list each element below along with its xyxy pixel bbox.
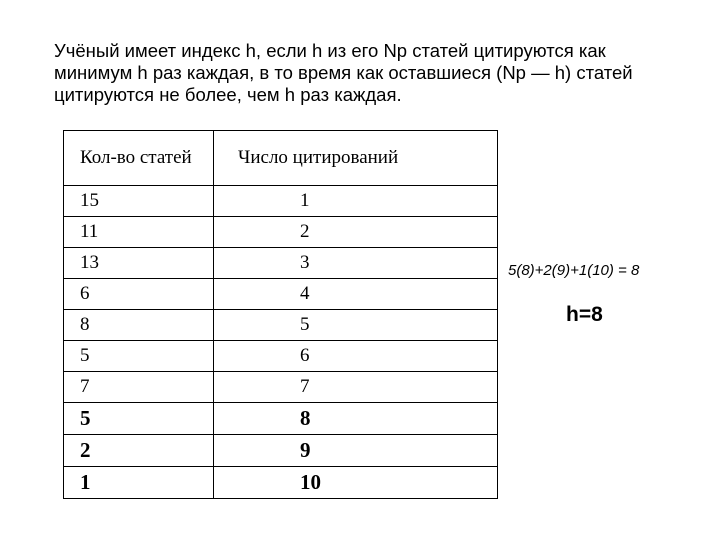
table-header-row [64, 131, 498, 186]
h-index-formula: 5(8)+2(9)+1(10) = 8 [508, 262, 640, 279]
article-count-cell: 11 [64, 217, 214, 248]
table-row [64, 372, 498, 403]
citation-count-cell: 4 [214, 279, 498, 310]
article-count-cell: 6 [64, 279, 214, 310]
table-row [64, 341, 498, 372]
article-count-cell: 15 [64, 186, 214, 217]
table-row [64, 186, 498, 217]
citation-count-cell: 6 [214, 341, 498, 372]
citation-count-cell: 1 [214, 186, 498, 217]
article-count-cell: 5 [64, 403, 214, 435]
table-row-highlighted [64, 403, 498, 435]
definition-line-2: минимум h раз каждая, в то время как оставшиеся (Np — h) статей [54, 62, 633, 83]
header-article-count: Кол-во статей [64, 131, 214, 186]
table-row [64, 279, 498, 310]
h-index-definition [54, 40, 674, 106]
article-count-cell: 13 [64, 248, 214, 279]
citation-count-cell: 5 [214, 310, 498, 341]
citation-count-cell: 2 [214, 217, 498, 248]
table-row-highlighted [64, 435, 498, 467]
definition-line-3: цитируются не более, чем h раз каждая. [54, 84, 402, 105]
article-count-cell: 2 [64, 435, 214, 467]
citation-count-cell: 9 [214, 435, 498, 467]
table-row [64, 248, 498, 279]
table-row-highlighted [64, 467, 498, 499]
article-count-cell: 8 [64, 310, 214, 341]
article-count-cell: 7 [64, 372, 214, 403]
table-row [64, 217, 498, 248]
header-citation-count: Число цитирований [214, 131, 498, 186]
citation-count-cell: 3 [214, 248, 498, 279]
citation-count-cell: 10 [214, 467, 498, 499]
h-index-result: h=8 [566, 303, 603, 326]
citation-count-cell: 8 [214, 403, 498, 435]
table-row [64, 310, 498, 341]
article-count-cell: 5 [64, 341, 214, 372]
citations-table [63, 130, 498, 499]
definition-line-1: Учёный имеет индекс h, если h из его Np статей цитируются как [54, 40, 606, 61]
citation-count-cell: 7 [214, 372, 498, 403]
article-count-cell: 1 [64, 467, 214, 499]
